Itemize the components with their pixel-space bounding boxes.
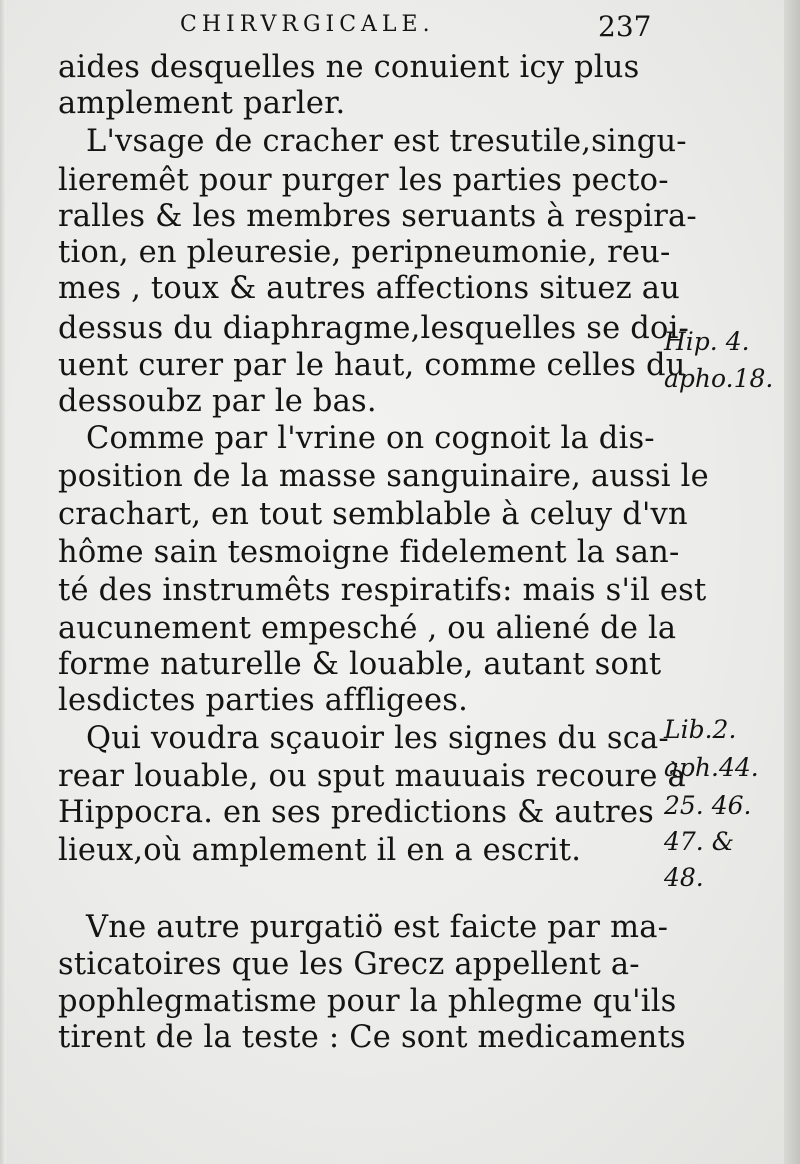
text-line-18: lesdictes parties affligees. xyxy=(58,683,469,718)
text-line-8: dessus du diaphragme,lesquelles se doi- xyxy=(58,311,690,346)
text-line-21: Hippocra. en ses predictions & autres xyxy=(58,795,654,830)
margin-note-aph: aph.44. xyxy=(664,753,759,782)
text-line-3: L'vsage de cracher est tresutile,singu- xyxy=(86,124,687,159)
page-number: 237 xyxy=(598,10,652,43)
text-line-7: mes , toux & autres affections situez au xyxy=(58,271,680,306)
page-right-edge xyxy=(784,0,800,1164)
margin-note-47: 47. & xyxy=(664,827,734,856)
margin-note-48: 48. xyxy=(664,863,704,892)
text-line-11: Comme par l'vrine on cognoit la dis- xyxy=(86,421,655,456)
text-line-10: dessoubz par le bas. xyxy=(58,384,377,419)
running-head: CHIRVRGICALE. xyxy=(180,12,435,37)
text-line-1: aides desquelles ne conuient icy plus xyxy=(58,50,640,85)
margin-note-apho: apho.18. xyxy=(664,364,774,393)
text-line-16: aucunement empesché , ou aliené de la xyxy=(58,611,677,646)
text-line-4: lieremêt pour purger les parties pecto- xyxy=(58,163,669,198)
text-line-13: crachart, en tout semblable à celuy d'vn xyxy=(58,497,688,532)
text-line-19: Qui voudra sçauoir les signes du sca- xyxy=(86,721,669,756)
text-line-9: uent curer par le haut, comme celles du xyxy=(58,348,686,383)
text-line-25: pophlegmatisme pour la phlegme qu'ils xyxy=(58,984,677,1019)
text-line-17: forme naturelle & louable, autant sont xyxy=(58,647,662,682)
text-line-6: tion, en pleuresie, peripneumonie, reu- xyxy=(58,235,671,270)
text-line-23: Vne autre purgatiö est faicte par ma- xyxy=(86,910,669,945)
text-line-20: rear louable, ou sput mauuais recoure à xyxy=(58,759,686,794)
text-line-2: amplement parler. xyxy=(58,86,346,121)
text-line-15: té des instrumêts respiratifs: mais s'il est xyxy=(58,573,707,608)
text-line-26: tirent de la teste : Ce sont medicaments xyxy=(58,1020,686,1055)
margin-note-hip: Hip. 4. xyxy=(664,327,750,356)
text-line-24: sticatoires que les Grecz appellent a- xyxy=(58,947,640,982)
margin-note-lib: Lib.2. xyxy=(664,715,737,744)
page-left-shadow xyxy=(0,0,6,1164)
margin-note-25: 25. 46. xyxy=(664,791,752,820)
text-line-12: position de la masse sanguinaire, aussi le xyxy=(58,459,709,494)
text-line-22: lieux,où amplement il en a escrit. xyxy=(58,833,582,868)
text-line-5: ralles & les membres seruants à respira- xyxy=(58,199,697,234)
text-line-14: hôme sain tesmoigne fidelement la san- xyxy=(58,535,680,570)
